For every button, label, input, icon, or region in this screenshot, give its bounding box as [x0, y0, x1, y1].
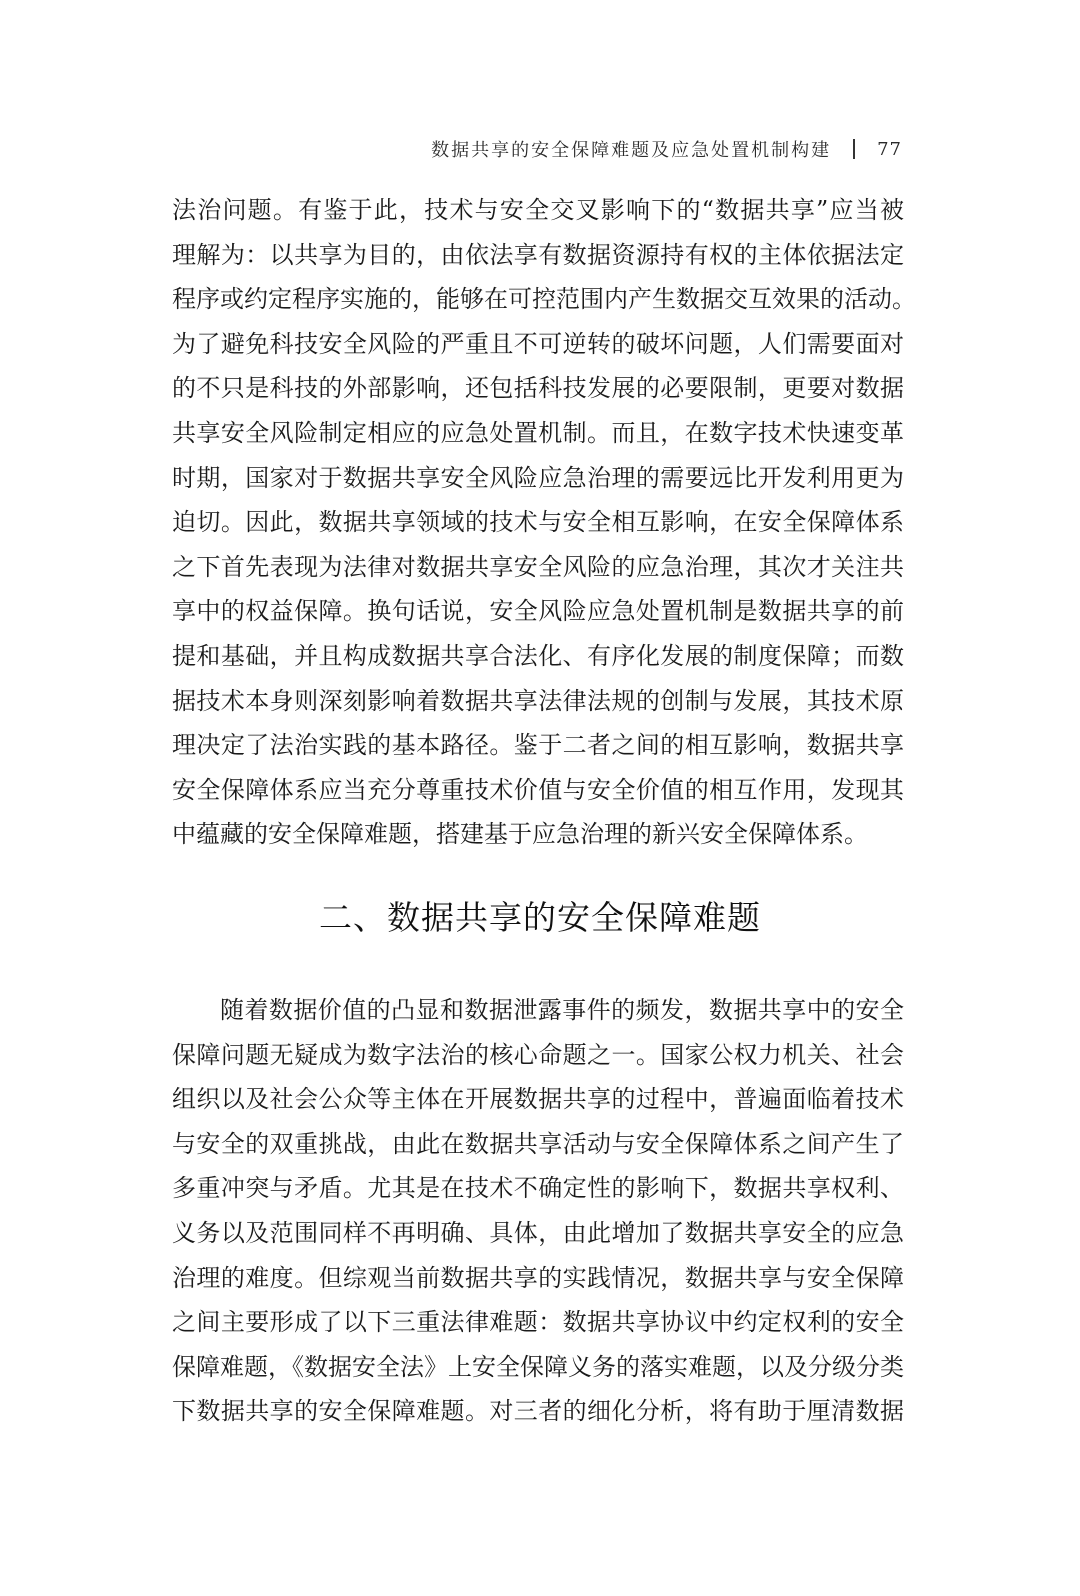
paragraph-line: 的不只是科技的外部影响，还包括科技发展的必要限制，更要对数据: [172, 374, 904, 403]
paragraph-line: 随着数据价值的凸显和数据泄露事件的频发，数据共享中的安全: [220, 996, 904, 1024]
paragraph-line: 共享安全风险制定相应的应急处置机制。而且，在数字技术快速变革: [172, 418, 904, 447]
running-header: [431, 134, 902, 164]
paragraph-line: 组织以及社会公众等主体在开展数据共享的过程中，普遍面临着技术: [172, 1085, 904, 1114]
header-separator: [853, 139, 855, 159]
body-paragraph-2: [172, 988, 904, 1434]
paragraph-line: 安全保障体系应当充分尊重技术价值与安全价值的相互作用，发现其: [172, 775, 904, 804]
paragraph-line: 迫切。因此，数据共享领域的技术与安全相互影响，在安全保障体系: [172, 508, 904, 537]
paragraph-line: 与安全的双重挑战，由此在数据共享活动与安全保障体系之间产生了: [172, 1129, 904, 1158]
paragraph-line: 法治问题。有鉴于此，技术与安全交叉影响下的“数据共享”应当被: [172, 196, 904, 224]
paragraph-line: 时期，国家对于数据共享安全风险应急治理的需要远比开发利用更为: [172, 463, 904, 492]
section-heading: 二、数据共享的安全保障难题: [319, 898, 761, 937]
paragraph-line: 中蕴藏的安全保障难题，搭建基于应急治理的新兴安全保障体系。: [172, 820, 868, 849]
paragraph-line: 享中的权益保障。换句话说，安全风险应急处置机制是数据共享的前: [172, 597, 904, 626]
paragraph-line: 治理的难度。但综观当前数据共享的实践情况，数据共享与安全保障: [172, 1263, 904, 1292]
paragraph-line: 提和基础，并且构成数据共享合法化、有序化发展的制度保障；而数: [172, 641, 904, 670]
paragraph-line: 据技术本身则深刻影响着数据共享法律法规的创制与发展，其技术原: [172, 686, 904, 715]
body-paragraph-1: [172, 188, 916, 857]
paragraph-line: 之间主要形成了以下三重法律难题：数据共享协议中约定权利的安全: [172, 1308, 904, 1337]
paragraph-line: 义务以及范围同样不再明确、具体，由此增加了数据共享安全的应急: [172, 1218, 904, 1247]
page-number: 77: [877, 138, 902, 160]
paragraph-line: 下数据共享的安全保障难题。对三者的细化分析，将有助于厘清数据: [172, 1397, 904, 1426]
paragraph-line: 为了避免科技安全风险的严重且不可逆转的破坏问题，人们需要面对: [172, 329, 904, 358]
paragraph-line: 程序或约定程序实施的，能够在可控范围内产生数据交互效果的活动。: [172, 285, 916, 314]
paragraph-line: 之下首先表现为法律对数据共享安全风险的应急治理，其次才关注共: [172, 552, 904, 581]
paragraph-line: 保障问题无疑成为数字法治的核心命题之一。国家公权力机关、社会: [172, 1040, 904, 1069]
paragraph-line: 理解为：以共享为目的，由依法享有数据资源持有权的主体依据法定: [172, 240, 904, 269]
paragraph-line: 保障难题，《数据安全法》上安全保障义务的落实难题，以及分级分类: [172, 1352, 904, 1381]
paragraph-line: 理决定了法治实践的基本路径。鉴于二者之间的相互影响，数据共享: [172, 731, 904, 760]
paragraph-line: 多重冲突与矛盾。尤其是在技术不确定性的影响下，数据共享权利、: [172, 1174, 904, 1203]
running-title: 数据共享的安全保障难题及应急处置机制构建: [431, 140, 832, 161]
